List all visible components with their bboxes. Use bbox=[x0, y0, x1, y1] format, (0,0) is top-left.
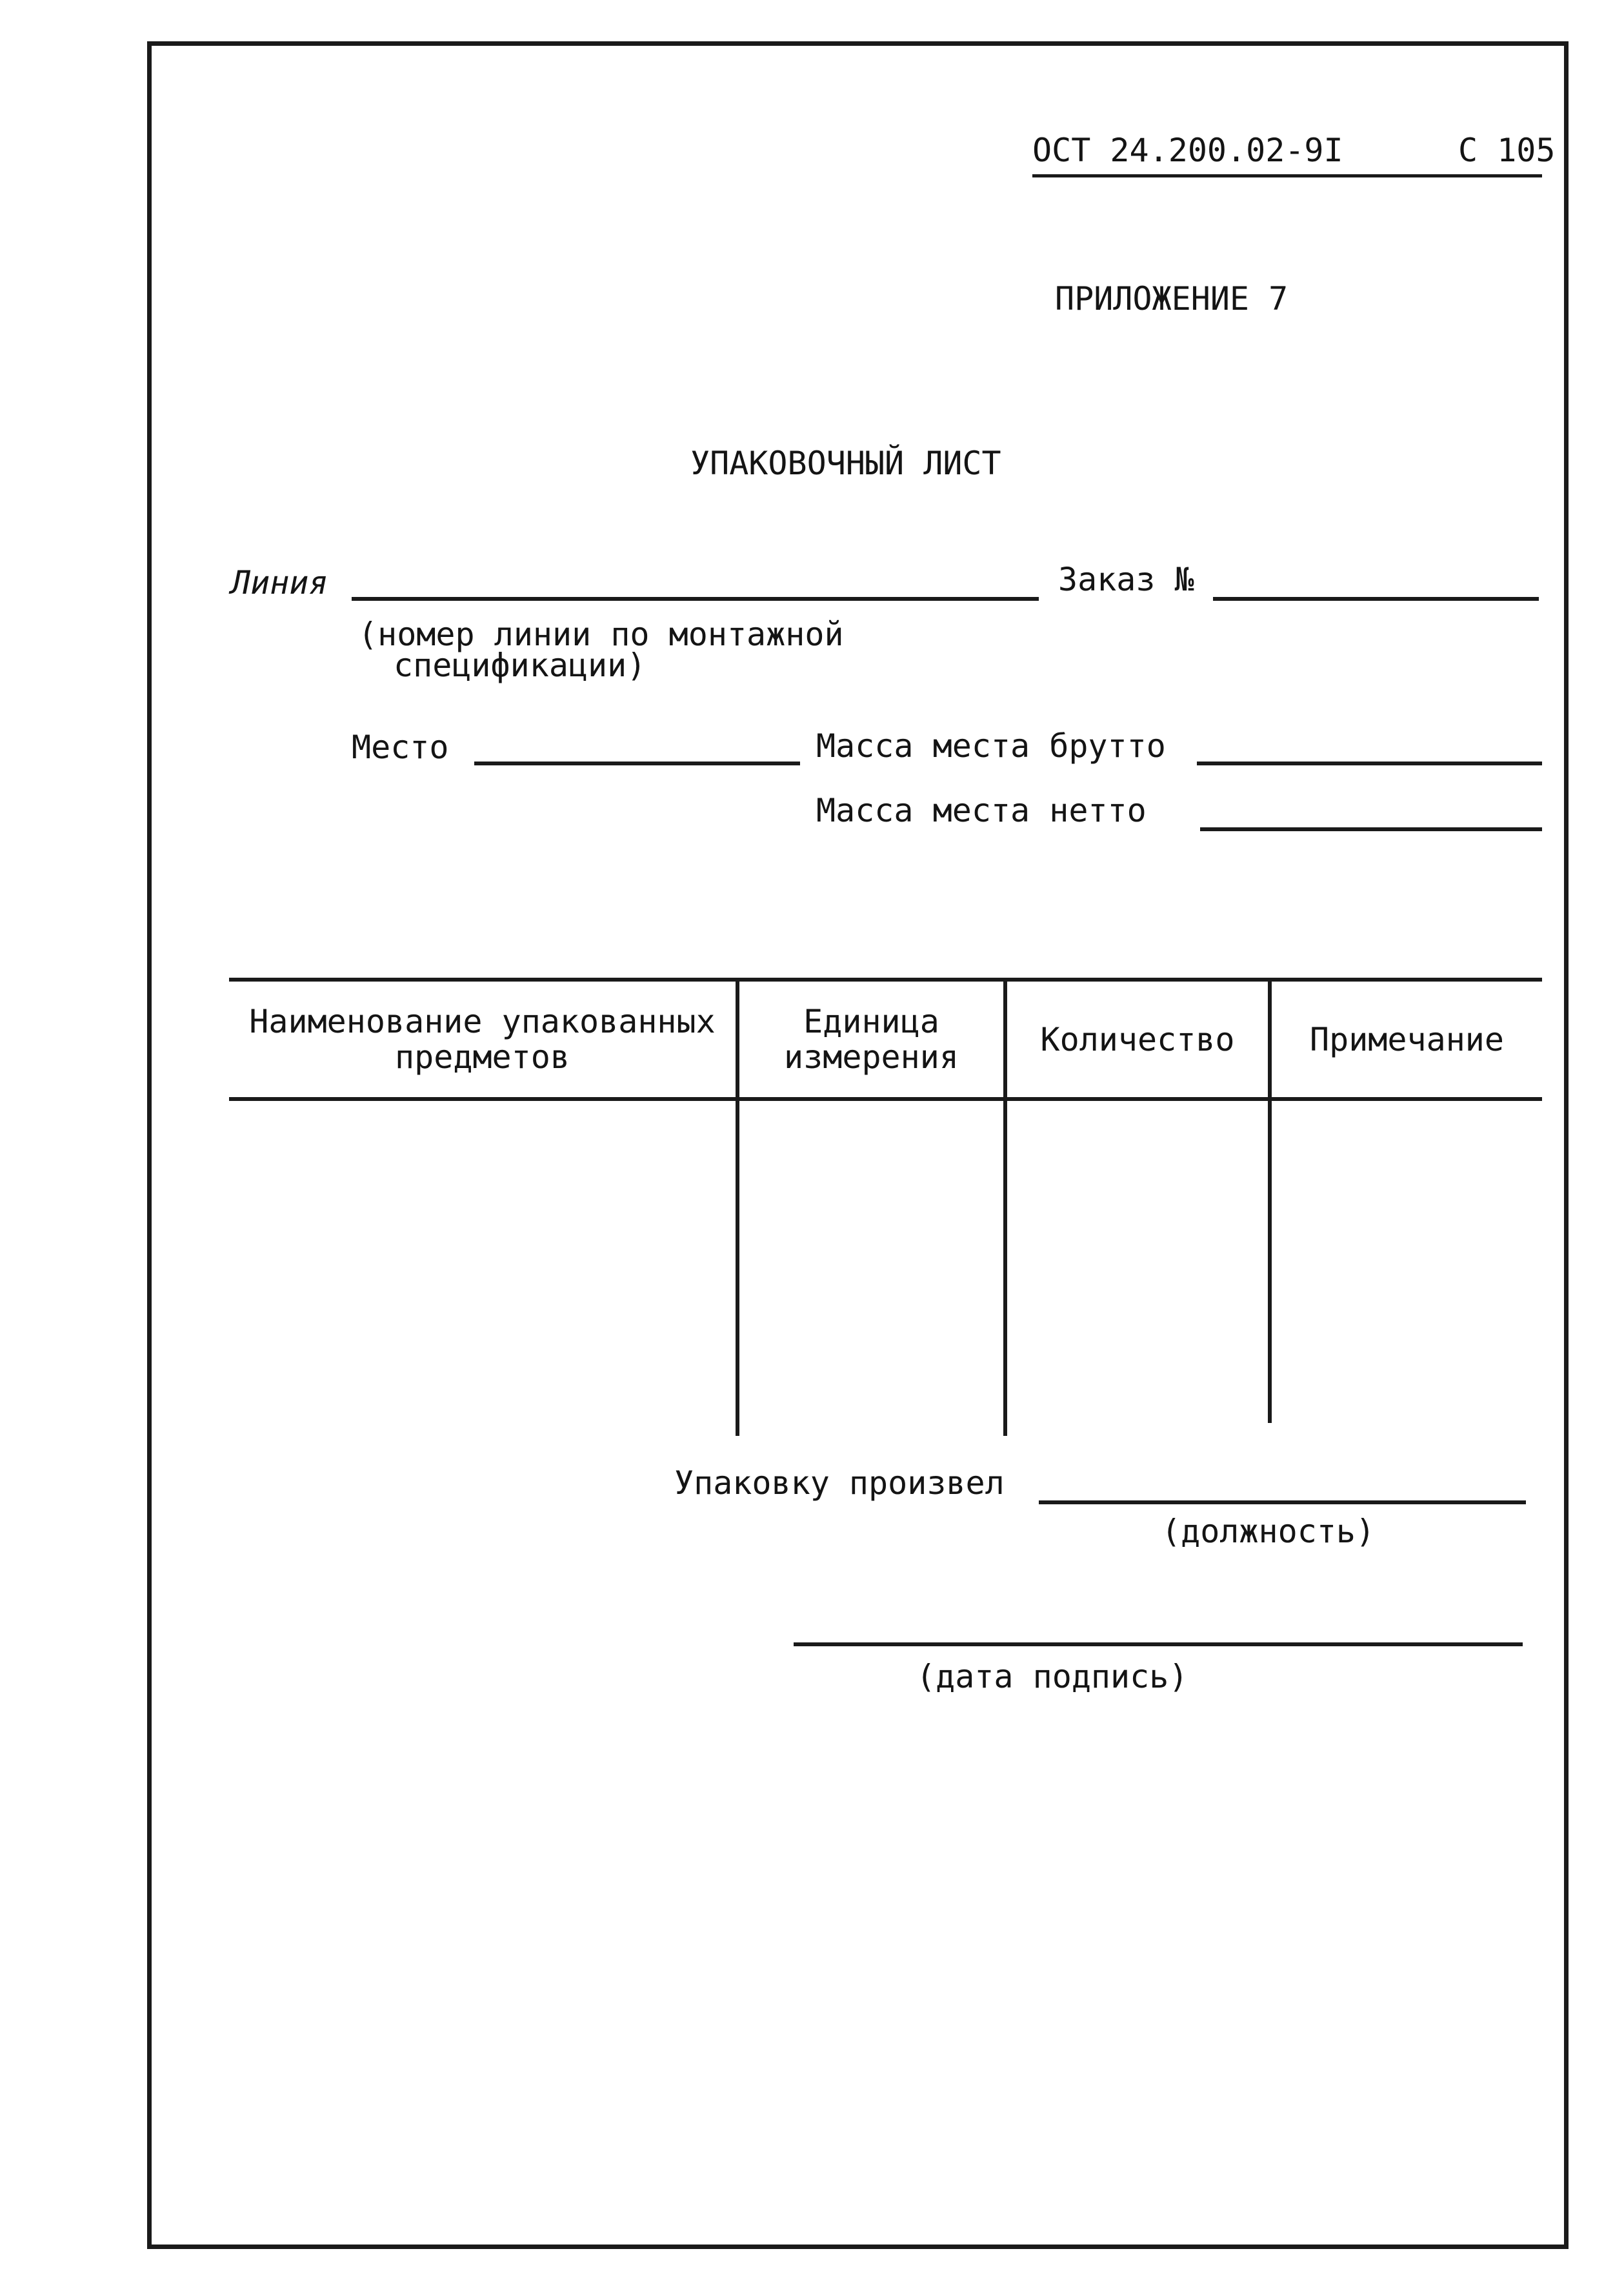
table-header-bottom-border bbox=[229, 1097, 1542, 1101]
standard-number: ОСТ 24.200.02-9I bbox=[1032, 132, 1343, 169]
position-field[interactable] bbox=[1039, 1500, 1526, 1504]
line-field[interactable] bbox=[352, 597, 1039, 601]
table-header-unit: Единица измерения bbox=[784, 1003, 959, 1076]
net-mass-field[interactable] bbox=[1200, 827, 1542, 831]
appendix-label: ПРИЛОЖЕНИЕ 7 bbox=[1055, 280, 1288, 318]
place-label: Место bbox=[352, 729, 449, 766]
gross-mass-field[interactable] bbox=[1197, 762, 1542, 765]
table-header-quantity: Количество bbox=[1040, 1020, 1235, 1058]
table-header-item-name: Наименование упакованных предметов bbox=[249, 1003, 716, 1076]
line-label: Линия bbox=[231, 564, 328, 601]
position-hint: (должность) bbox=[1161, 1513, 1376, 1550]
gross-mass-label: Масса места брутто bbox=[816, 727, 1166, 765]
net-mass-label: Масса места нетто bbox=[816, 792, 1147, 829]
line-hint-1: (номер линии по монтажной bbox=[358, 616, 844, 653]
date-sign-field[interactable] bbox=[794, 1642, 1523, 1646]
page-frame bbox=[147, 41, 1569, 2249]
order-label: Заказ № bbox=[1058, 561, 1194, 598]
packed-by-label: Упаковку произвел bbox=[674, 1464, 1005, 1502]
header-underline bbox=[1032, 174, 1542, 177]
table-header-note: Примечание bbox=[1309, 1020, 1505, 1058]
place-field[interactable] bbox=[474, 762, 800, 765]
order-field[interactable] bbox=[1213, 597, 1539, 601]
line-hint-2: спецификации) bbox=[394, 647, 647, 684]
table-top-border bbox=[229, 978, 1542, 982]
date-sign-hint: (дата подпись) bbox=[916, 1658, 1188, 1695]
document-title: УПАКОВОЧНЫЙ ЛИСТ bbox=[690, 445, 1001, 482]
page-number: С 105 bbox=[1458, 132, 1556, 169]
